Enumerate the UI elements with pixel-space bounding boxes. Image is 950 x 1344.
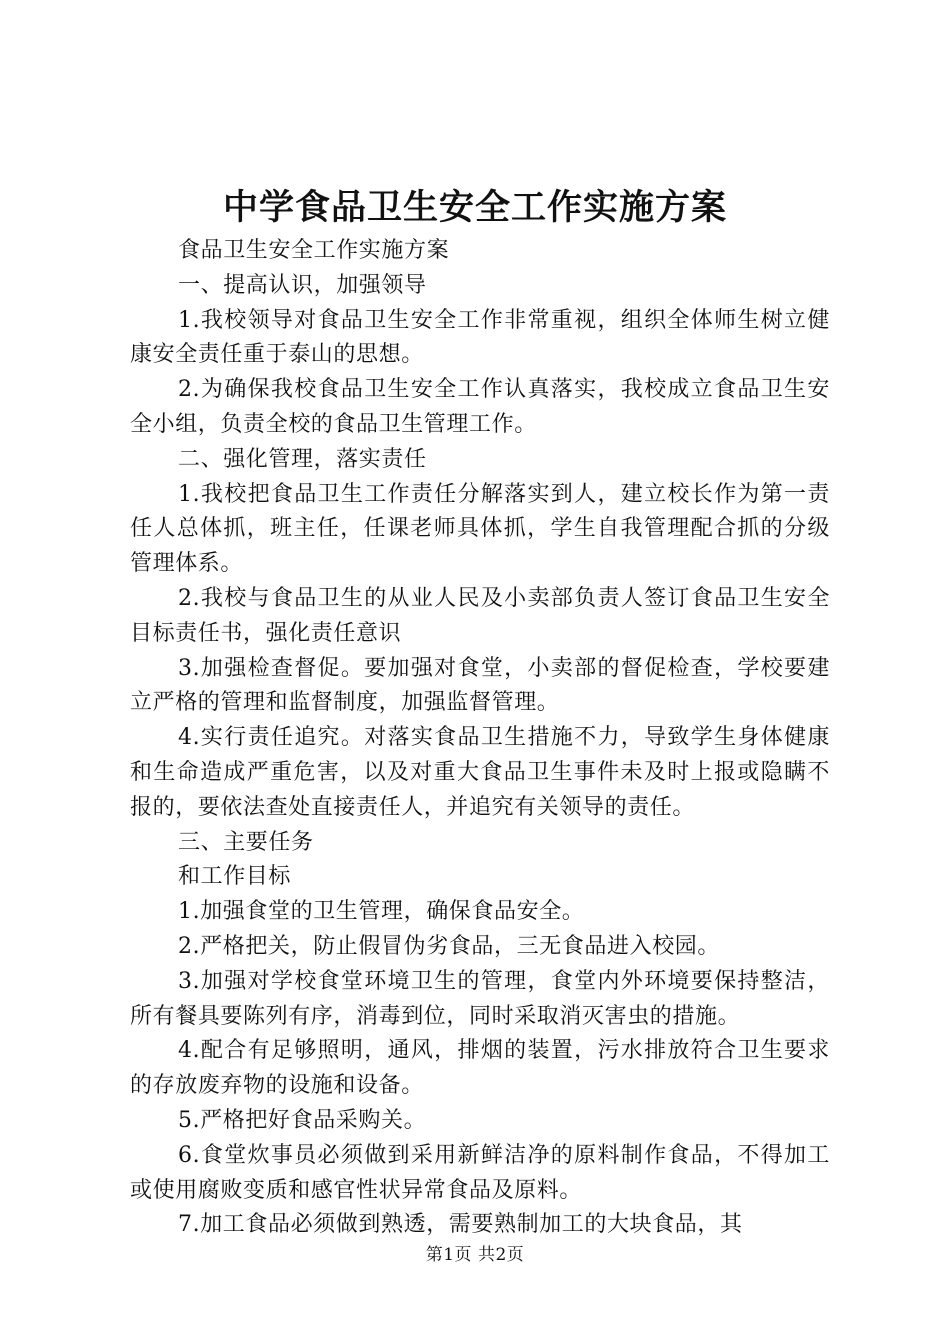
paragraph: 4.实行责任追究。对落实食品卫生措施不力，导致学生身体健康和生命造成严重危害，以及对重大食品卫生事件未及时上报或隐瞒不报的，要依法查处直接责任人，并追究有关领导的责任。 xyxy=(130,725,830,820)
paragraph: 1.我校领导对食品卫生安全工作非常重视，组织全体师生树立健康安全责任重于泰山的思想。 xyxy=(130,307,830,368)
section-heading: 三、主要任务 xyxy=(178,829,314,855)
paragraph: 食品卫生安全工作实施方案 xyxy=(178,238,450,263)
paragraph: 5.严格把好食品采购关。 xyxy=(178,1107,427,1133)
document-body xyxy=(130,234,830,1243)
paragraph: 1.加强食堂的卫生管理，确保食品安全。 xyxy=(178,899,585,925)
paragraph: 6.食堂炊事员必须做到采用新鲜洁净的原料制作食品，不得加工或使用腐败变质和感官性状异常食品及原料。 xyxy=(130,1142,830,1203)
paragraph: 2.严格把关，防止假冒伪劣食品，三无食品进入校园。 xyxy=(178,933,720,959)
section-heading: 一、提高认识，加强领导 xyxy=(178,272,427,298)
page-footer: 第1页 共2页 xyxy=(425,1245,525,1265)
paragraph: 3.加强对学校食堂环境卫生的管理，食堂内外环境要保持整洁，所有餐具要陈列有序，消毒到位，同时采取消灭害虫的措施。 xyxy=(130,968,830,1029)
paragraph: 4.配合有足够照明，通风，排烟的装置，污水排放符合卫生要求的存放废弃物的设施和设备。 xyxy=(130,1038,830,1099)
section-heading-continued: 和工作目标 xyxy=(178,864,292,890)
paragraph: 2.为确保我校食品卫生安全工作认真落实，我校成立食品卫生安全小组，负责全校的食品卫生管理工作。 xyxy=(130,377,830,437)
paragraph: 2.我校与食品卫生的从业人民及小卖部负责人签订食品卫生安全目标责任书，强化责任意识 xyxy=(130,585,830,646)
section-heading: 二、强化管理，落实责任 xyxy=(178,446,427,472)
paragraph: 3.加强检查督促。要加强对食堂，小卖部的督促检查，学校要建立严格的管理和监督制度，加强监督管理。 xyxy=(130,655,830,716)
document-title: 中学食品卫生安全工作实施方案 xyxy=(222,188,727,228)
paragraph: 1.我校把食品卫生工作责任分解落实到人，建立校长作为第一责任人总体抓，班主任，任课老师具体抓，学生自我管理配合抓的分级管理体系。 xyxy=(130,481,830,577)
paragraph: 7.加工食品必须做到熟透，需要熟制加工的大块食品，其 xyxy=(178,1212,743,1238)
